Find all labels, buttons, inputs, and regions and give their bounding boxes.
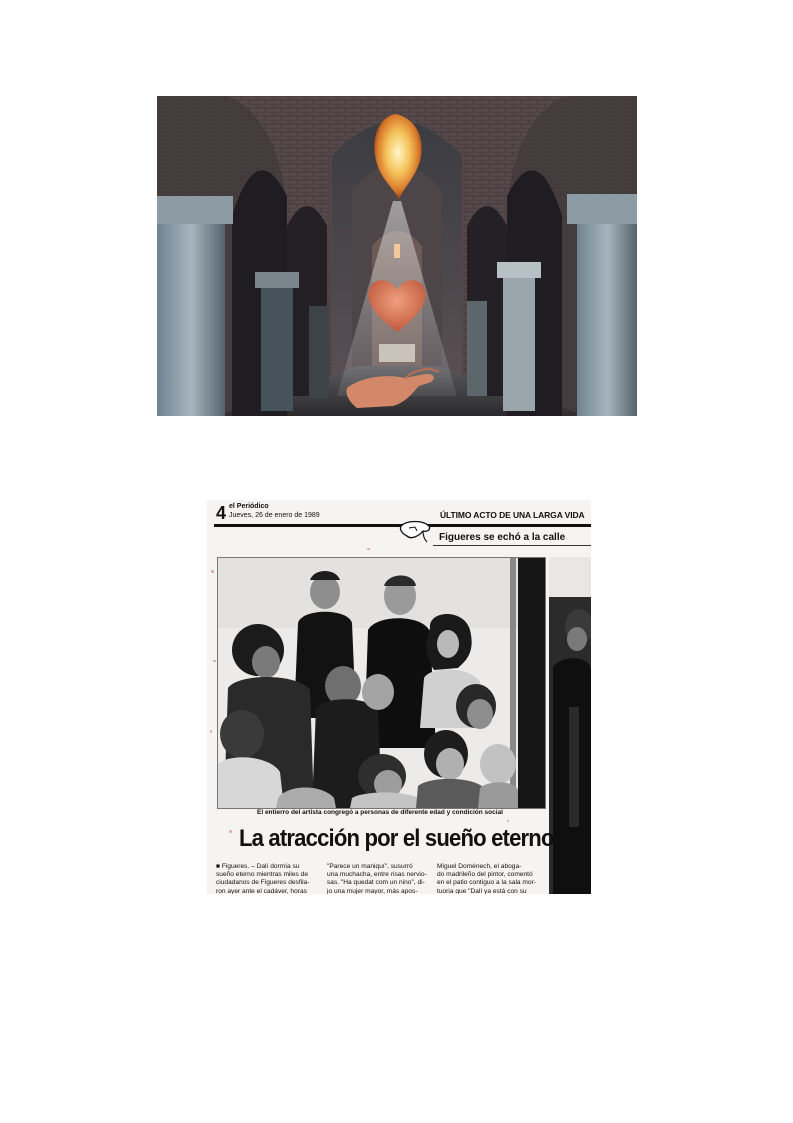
publication-name: el Periódico [229, 503, 269, 510]
article-column-2 [327, 863, 433, 894]
column-line: en el patio contiguo a la sala mor- [437, 879, 536, 887]
melting-clock-icon [397, 518, 433, 544]
photo-caption: El entierro del artista congregó a personas de diferente edad y condición social [257, 809, 503, 816]
article-column-3 [437, 863, 543, 894]
column-line: do madrileño del pintor, comentó [437, 871, 533, 879]
column-line: Miguel Doménech, el aboga- [437, 863, 522, 870]
tagline-rule [433, 545, 591, 546]
section-tagline: Figueres se echó a la calle [439, 532, 566, 543]
scan-speck [507, 820, 509, 822]
column-line: ■ Figueres. – Dalí dormía su [216, 863, 300, 870]
column-line: sueño eterno mientras miles de [216, 871, 308, 879]
page-number: 4 [216, 503, 227, 523]
crowd-photo-drawing [218, 558, 545, 808]
article-headline: La atracción por el sueño eterno [239, 825, 554, 852]
column-line: tuoria que "Dalí ya está con su [437, 887, 527, 894]
newspaper-clipping [207, 500, 591, 894]
section-title: ÚLTIMO ACTO DE UNA LARGA VIDA [440, 510, 585, 520]
adjacent-photo-strip [549, 557, 591, 894]
adjacent-photo-drawing [549, 557, 591, 894]
scan-speck [229, 830, 232, 833]
scan-speck [211, 570, 214, 573]
scan-speck [213, 660, 216, 662]
church-collage-drawing [157, 96, 637, 416]
column-line: "Parece un maniquí", susurró [327, 863, 413, 870]
publication-date: Jueves, 26 de enero de 1989 [229, 512, 320, 519]
column-line: una muchacha, entre risas nervio- [327, 871, 427, 879]
column-line: jo una mujer mayor, más apos- [327, 887, 418, 894]
column-line: sas. "Ha quedat com un nino", di- [327, 879, 425, 887]
article-column-1 [216, 863, 322, 894]
column-line: ciudadanos de Figueres desfila- [216, 879, 310, 887]
scan-speck [210, 730, 212, 733]
crowd-photo [217, 557, 546, 809]
column-line: ron ayer ante el cadáver, horas [216, 887, 307, 894]
scan-speck [367, 548, 370, 550]
church-collage-image [157, 96, 637, 416]
